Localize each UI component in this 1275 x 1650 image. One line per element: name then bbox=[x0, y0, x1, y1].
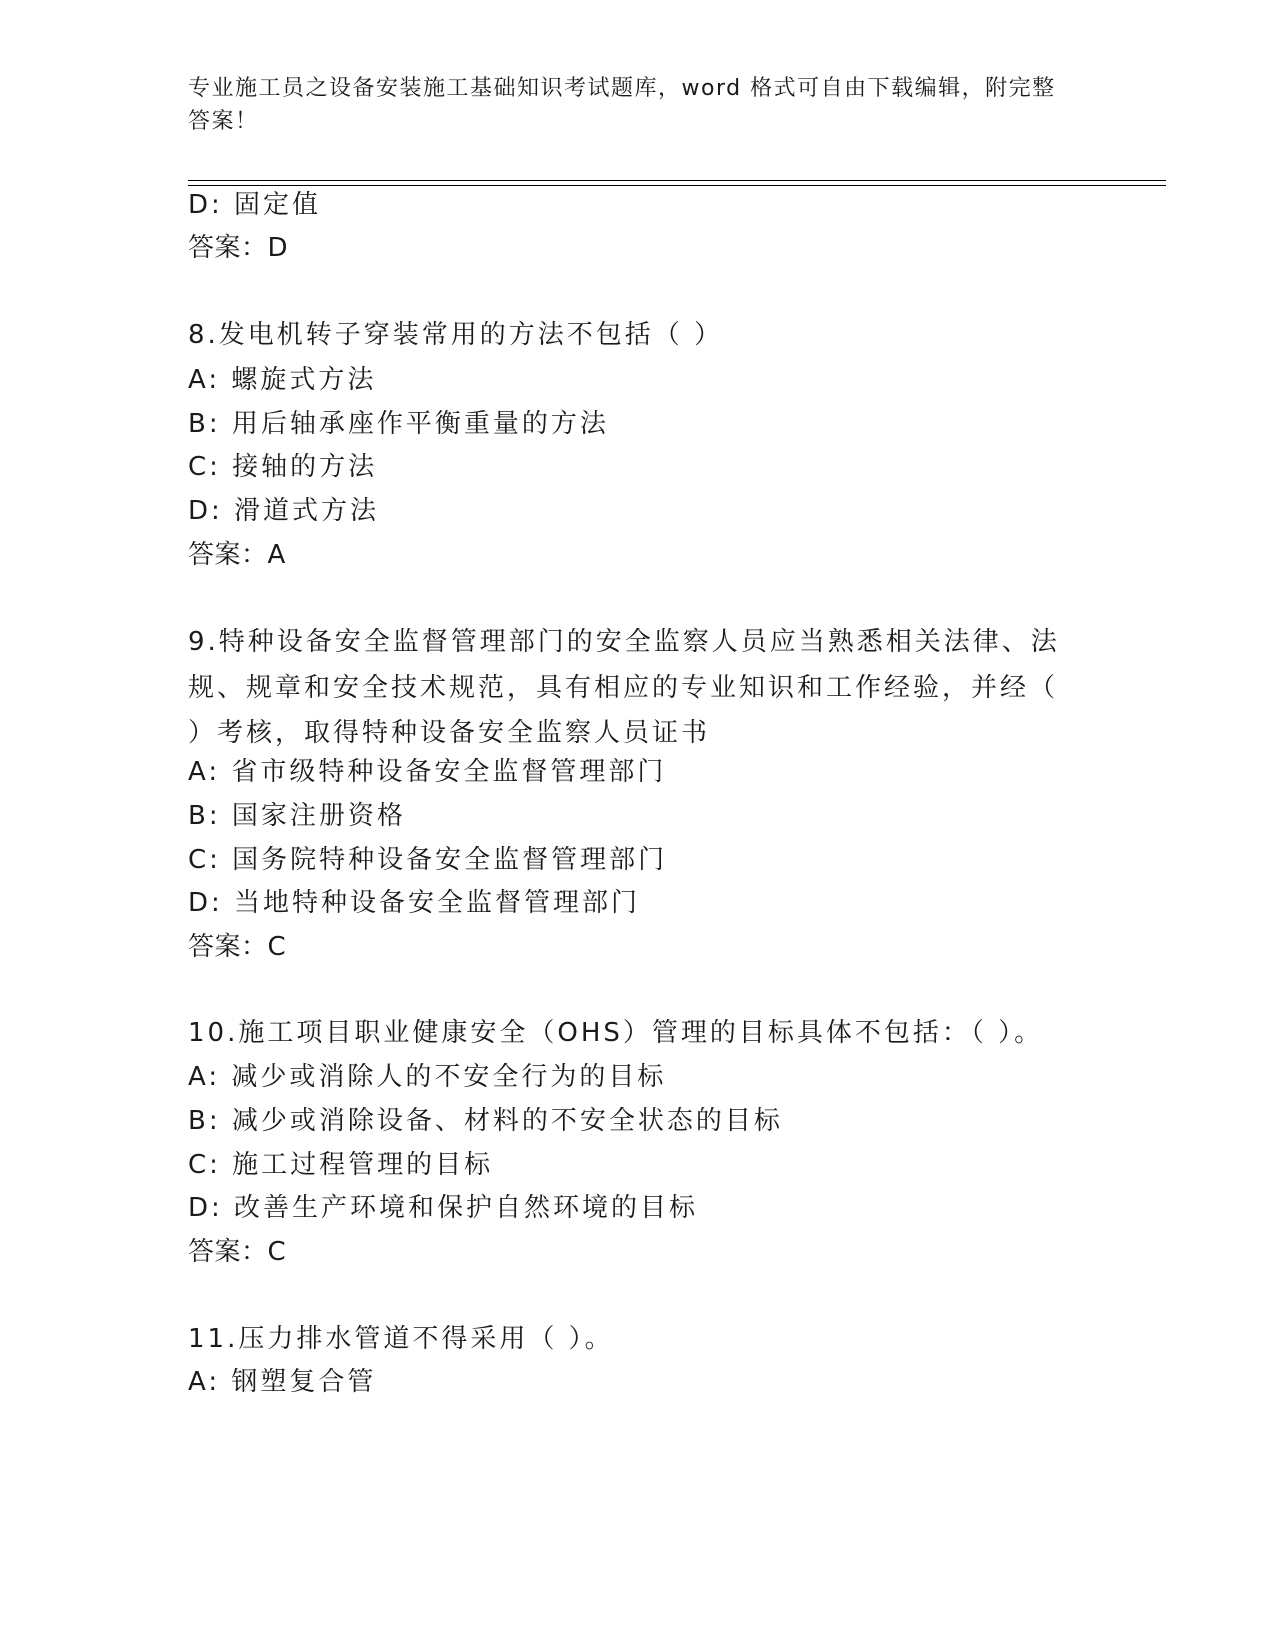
q9-option-d: D: 当地特种设备安全监督管理部门 bbox=[188, 888, 641, 918]
q7-option-d: D: 固定值 bbox=[188, 190, 322, 220]
q8-answer: 答案：A bbox=[188, 540, 286, 570]
q8-option-d: D: 滑道式方法 bbox=[188, 496, 380, 526]
q10-option-c: C: 施工过程管理的目标 bbox=[188, 1150, 494, 1180]
q8-stem: 8.发电机转子穿装常用的方法不包括（ ） bbox=[188, 320, 724, 350]
header-divider-top bbox=[188, 180, 1166, 181]
q9-option-b: B: 国家注册资格 bbox=[188, 801, 406, 831]
document-header: 专业施工员之设备安装施工基础知识考试题库，word 格式可自由下载编辑，附完整答案！ bbox=[188, 76, 1056, 134]
header-divider-bottom bbox=[188, 185, 1166, 186]
q10-option-a: A: 减少或消除人的不安全行为的目标 bbox=[188, 1062, 667, 1092]
q9-answer: 答案：C bbox=[188, 932, 287, 962]
q7-answer: 答案：D bbox=[188, 233, 289, 263]
q8-option-b: B: 用后轴承座作平衡重量的方法 bbox=[188, 409, 609, 439]
q10-stem: 10.施工项目职业健康安全（OHS）管理的目标具体不包括：（ ）。 bbox=[188, 1018, 1044, 1048]
q9-stem: 9.特种设备安全监督管理部门的安全监察人员应当熟悉相关法律、法规、规章和安全技术规范，具有相应的专业知识和工作经验，并经（ ）考核，取得特种设备安全监察人员证书 bbox=[188, 627, 1060, 748]
q8-option-a: A: 螺旋式方法 bbox=[188, 365, 377, 395]
q9-option-c: C: 国务院特种设备安全监督管理部门 bbox=[188, 845, 668, 875]
q11-stem: 11.压力排水管道不得采用（ ）。 bbox=[188, 1324, 614, 1354]
q9-option-a: A: 省市级特种设备安全监督管理部门 bbox=[188, 757, 667, 787]
q10-option-b: B: 减少或消除设备、材料的不安全状态的目标 bbox=[188, 1106, 783, 1136]
q11-option-a: A: 钢塑复合管 bbox=[188, 1367, 377, 1397]
q8-option-c: C: 接轴的方法 bbox=[188, 452, 378, 482]
q10-answer: 答案：C bbox=[188, 1237, 287, 1267]
q10-option-d: D: 改善生产环境和保护自然环境的目标 bbox=[188, 1193, 699, 1223]
